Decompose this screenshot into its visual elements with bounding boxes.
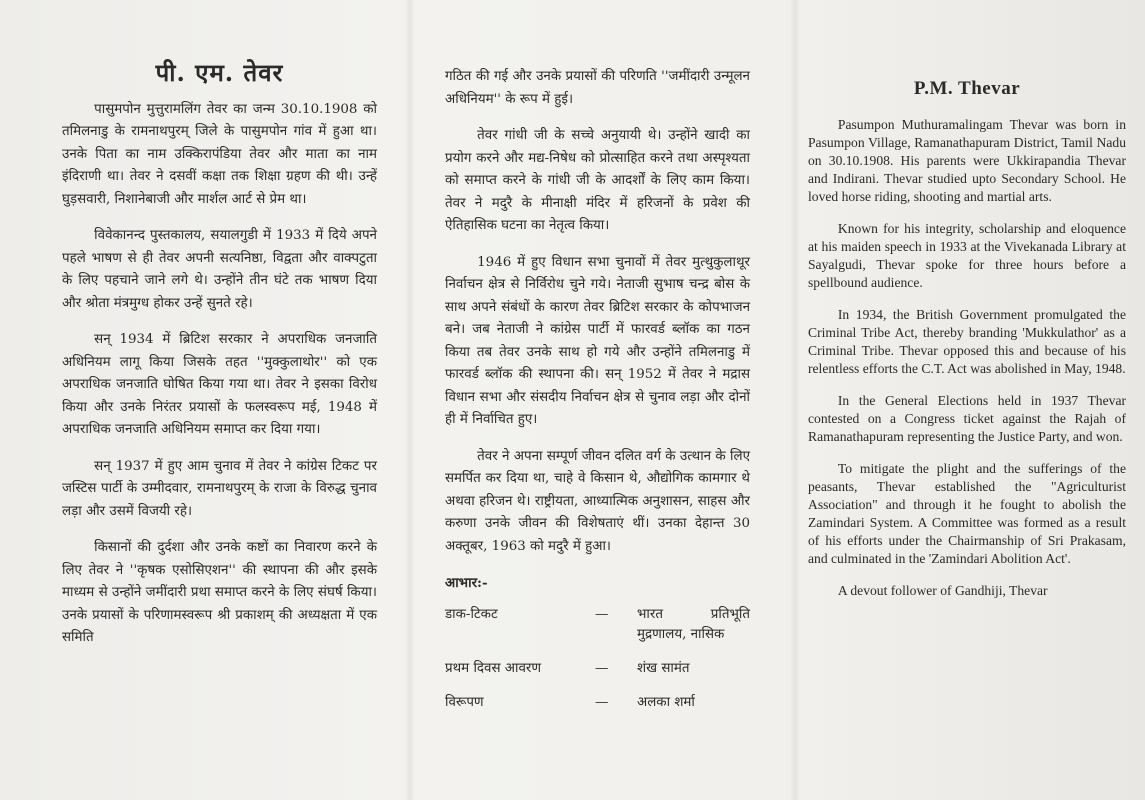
- credit-value: शंख सामंत: [637, 660, 690, 676]
- credit-row: [445, 693, 750, 713]
- acknowledgement-heading: आभार:-: [445, 575, 488, 591]
- credit-value: अलका शर्मा: [637, 694, 695, 710]
- hindi-paragraph: 1946 में हुए विधान सभा चुनावों में तेवर मुत्थुकुलाथूर निर्वाचन क्षेत्र से निर्विरोध चुने गये। नेताजी सुभाष चन्द्र बोस के साथ अपने संबंधों के कारण तेवर ब्रिटिश सरकार के कोपभाजन बने। जब नेताजी ने कांग्रेस पार्टी में फारवर्ड ब्लॉक का गठन किया तब तेवर उनके साथ हो गये और उन्होंने तमिलनाडु में फारवर्ड ब्लॉक की स्थापना की। सन् 1952 में तेवर ने मद्रास विधान सभा और संसदीय निर्वाचन क्षेत्र से चुनाव लड़ा और दोनों ही में निर्वाचित हुए।: [445, 254, 750, 427]
- hindi-column-1: [62, 0, 377, 664]
- hindi-paragraph: सन् 1937 में हुए आम चुनाव में तेवर ने कांग्रेस टिकट पर जस्टिस पार्टी के उम्मीदवार, रामनाथपुरम् के राजा के विरुद्ध चुनाव लड़ा और उसमें विजयी रहे।: [62, 458, 377, 519]
- hindi-title: पी. एम. तेवर: [155, 58, 284, 87]
- credit-dash: —: [595, 660, 609, 676]
- hindi-paragraph: विवेकानन्द पुस्तकालय, सयालगुडी में 1933 में दिये अपने पहले भाषण से ही तेवर अपनी सत्यनिष्ठा, विद्वता और वाक्पटुता के लिए पहचाने जाने लगे थे। उन्होंने तीन घंटे तक भाषण दिया और श्रोता मंत्रमुग्ध होकर उन्हें सुनते रहे।: [62, 228, 377, 311]
- english-paragraph: In 1934, the British Government promulgated the Criminal Tribe Act, thereby branding 'Mukkulathor' as a Criminal Tribe. Thevar opposed this and because of his relentless efforts the C.T. Act was abolished in May, 1948.: [808, 307, 1126, 376]
- english-paragraph: Pasumpon Muthuramalingam Thevar was born in Pasumpon Village, Ramanathapuram District, Tamil Nadu on 30.10.1908. His parents were Ukkirapandia Thevar and Indirani. Thevar studied upto Secondary School. He loved horse riding, shooting and martial arts.: [808, 117, 1126, 204]
- hindi-paragraph: पासुमपोन मुत्तुरामलिंग तेवर का जन्म 30.10.1908 को तमिलनाडु के रामनाथपुरम् जिले के पासुमपोन गांव में हुआ था। उनके पिता का नाम उक्किरापंडिया तेवर और माता का नाम इंदिराणी था। तेवर ने दसवीं कक्षा तक शिक्षा ग्रहण की थी। उन्हें घुड़सवारी, निशानेबाजी और मार्शल आर्ट से प्रेम था।: [62, 101, 377, 207]
- hindi-paragraph: सन् 1934 में ब्रिटिश सरकार ने अपराधिक जनजाति अधिनियम लागू किया जिसके तहत ''मुक्कुलाथोर'' को एक अपराधिक जनजाति घोषित किया गया था। तेवर ने इसका विरोध किया और उनके निरंतर प्रयासों के फलस्वरूप मई, 1948 में अपराधिक जनजाति अधिनियम समाप्त कर दिया गया।: [62, 332, 377, 437]
- fold-crease-left: [405, 0, 415, 800]
- credit-dash: —: [595, 694, 609, 710]
- fold-crease-right: [790, 0, 800, 800]
- hindi-paragraph: गठित की गई और उनके प्रयासों की परिणति ''जमींदारी उन्मूलन अधिनियम'' के रूप में हुई।: [445, 69, 750, 107]
- credit-label: डाक-टिकट: [445, 606, 498, 622]
- credit-dash: —: [595, 606, 609, 622]
- credit-value: भारत प्रतिभूति मुद्रणालय, नासिक: [637, 606, 750, 642]
- english-paragraph: A devout follower of Gandhiji, Thevar: [837, 583, 1048, 598]
- hindi-paragraph: किसानों की दुर्दशा और उनके कष्टों का निवारण करने के लिए तेवर ने ''कृषक एसोसिएशन'' की स्थापना की और इसके माध्यम से उन्होंने जमींदारी प्रथा समाप्त करने के लिए संघर्ष किया। उनके प्रयासों के परिणामस्वरूप श्री प्रकाशम् की अध्यक्षता में एक समिति: [62, 540, 377, 645]
- english-title: P.M. Thevar: [913, 78, 1021, 99]
- credit-row: [445, 605, 750, 645]
- english-paragraph: To mitigate the plight and the sufferings of the peasants, Thevar established the "Agriculturist Association" and through it he fought to abolish the Zamindari System. A Committee was formed as a result of his efforts under the Chairmanship of Sri Prakasam, and culminated in the 'Zamindari Abolition Act'.: [808, 461, 1126, 566]
- english-paragraph: In the General Elections held in 1937 Thevar contested on a Congress ticket against the Rajah of Ramanathapuram representing the Justice Party, and won.: [808, 393, 1126, 444]
- hindi-column-2: [445, 66, 750, 727]
- english-paragraph: Known for his integrity, scholarship and eloquence at his maiden speech in 1933 at the Vivekanada Library at Sayalgudi, Thevar spoke for three hours before a spellbound audience.: [808, 221, 1126, 290]
- hindi-paragraph: तेवर गांधी जी के सच्चे अनुयायी थे। उन्होंने खादी का प्रयोग करने और मद्य-निषेध को प्रोत्साहित करने तथा अस्पृश्यता को समाप्त करने के गांधी जी के आदर्शों के लिए काम किया। तेवर ने मदुरै के मीनाक्षी मंदिर में हरिजनों के प्रवेश की ऐतिहासिक घटना का नेतृत्व किया।: [445, 128, 750, 233]
- english-column: [808, 0, 1126, 614]
- hindi-paragraph: तेवर ने अपना सम्पूर्ण जीवन दलित वर्ग के उत्थान के लिए समर्पित कर दिया था, चाहे वे किसान थे, औद्योगिक कामगार थे अथवा हरिजन थे। राष्ट्रीयता, आध्यात्मिक अनुशासन, साहस और करुणा उनके जीवन की विशेषताएं थीं। उनका देहान्त 30 अक्तूबर, 1963 को मदुरै में हुआ।: [445, 448, 750, 554]
- credit-label: विरूपण: [445, 694, 484, 710]
- credit-row: [445, 659, 750, 679]
- credit-label: प्रथम दिवस आवरण: [445, 660, 542, 676]
